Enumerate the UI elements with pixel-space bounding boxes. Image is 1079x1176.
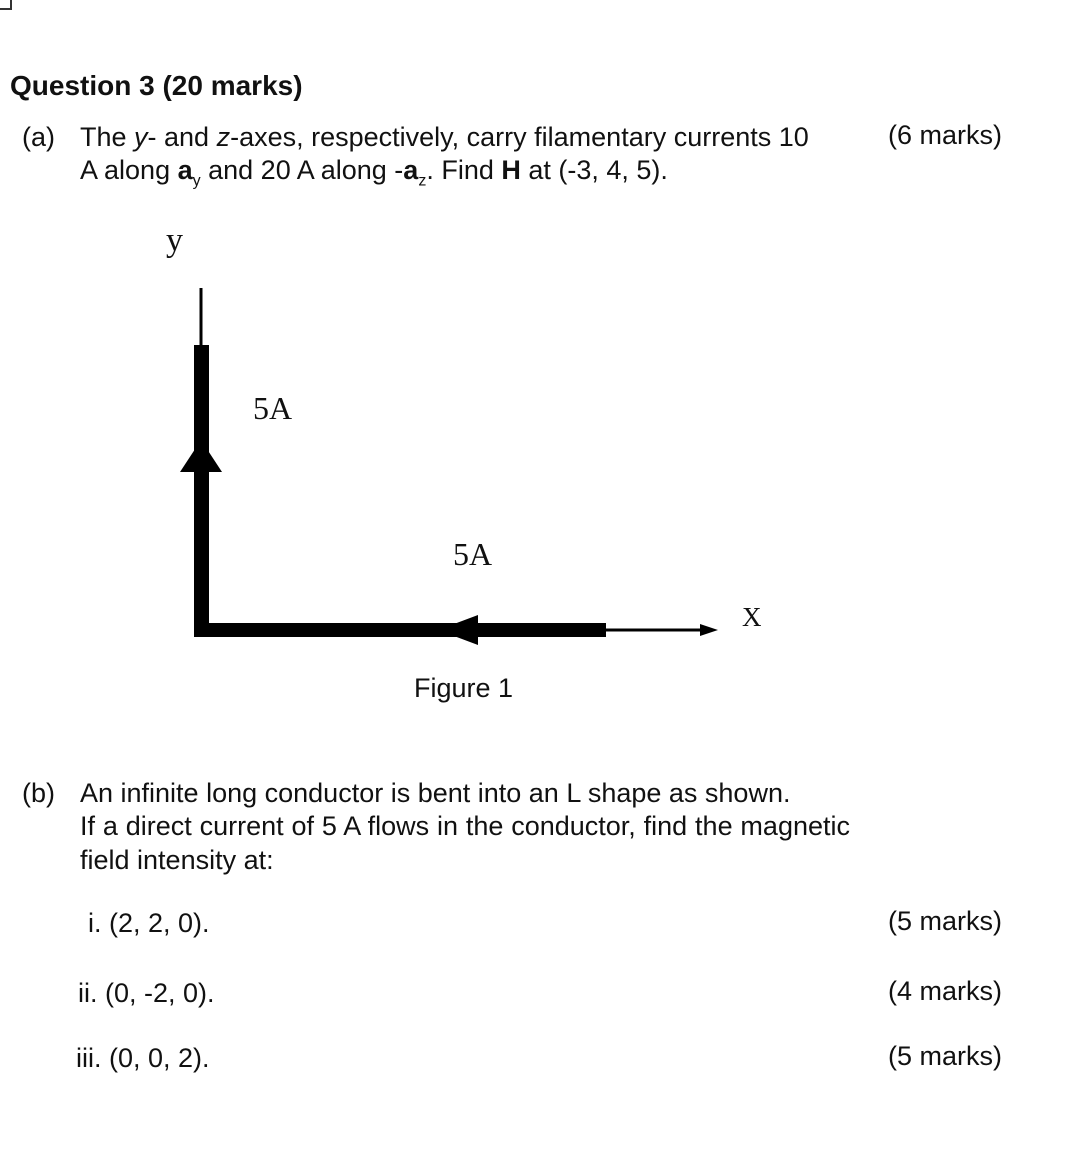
part-a-z-axis: z [216, 122, 231, 152]
part-a-line2-mid2: . Find [426, 155, 502, 185]
part-b-item-iii: iii. (0, 0, 2). [76, 1043, 210, 1073]
field-H: H [501, 155, 521, 185]
horizontal-current-label: 5A [453, 536, 493, 572]
unit-vector-a-y: a [177, 155, 193, 185]
part-a-line1-pre: The [80, 122, 135, 152]
part-b-item-ii: ii. (0, -2, 0). [78, 978, 215, 1008]
part-a-line2-pre: A along [80, 155, 178, 185]
vertical-conductor [194, 345, 209, 637]
unit-vector-y-sub: y [192, 172, 201, 190]
part-a-line1-mid: - and [147, 122, 217, 152]
unit-vector-a-z: a [403, 155, 419, 185]
part-a-line2-post: at (-3, 4, 5). [520, 155, 668, 185]
part-b-label: (b) [22, 778, 55, 808]
unit-vector-z-sub: z [418, 172, 427, 190]
x-axis-arrowhead-icon [700, 624, 718, 636]
part-b-text-rest: If a direct current of 5 A flows in the conductor, find the magnetic field intensity at: [80, 811, 850, 875]
part-a-marks: (6 marks) [888, 120, 1002, 150]
vertical-current-arrow-icon [180, 440, 222, 472]
part-b-item-ii-marks: (4 marks) [888, 976, 1002, 1006]
y-axis-label: y [166, 222, 183, 259]
part-a-y-axis: y [134, 122, 148, 152]
part-b-item-iii-marks: (5 marks) [888, 1041, 1002, 1071]
part-b-line1: An infinite long conductor is bent into an L shape as shown. [80, 778, 791, 808]
part-b-item-i-marks: (5 marks) [888, 906, 1002, 936]
horizontal-current-arrow-icon [438, 615, 478, 645]
part-a-line1-post: -axes, respectively, carry filamentary currents 10 [230, 122, 809, 152]
figure-caption: Figure 1 [414, 673, 514, 703]
horizontal-conductor [194, 623, 606, 637]
part-a-label: (a) [22, 122, 55, 152]
x-axis-label: X [742, 602, 762, 632]
question-title: Question 3 (20 marks) [10, 70, 303, 101]
vertical-current-label: 5A [253, 390, 293, 426]
part-b-item-i: i. (2, 2, 0). [88, 908, 210, 938]
part-a-line2-mid: and 20 A along - [200, 155, 404, 185]
